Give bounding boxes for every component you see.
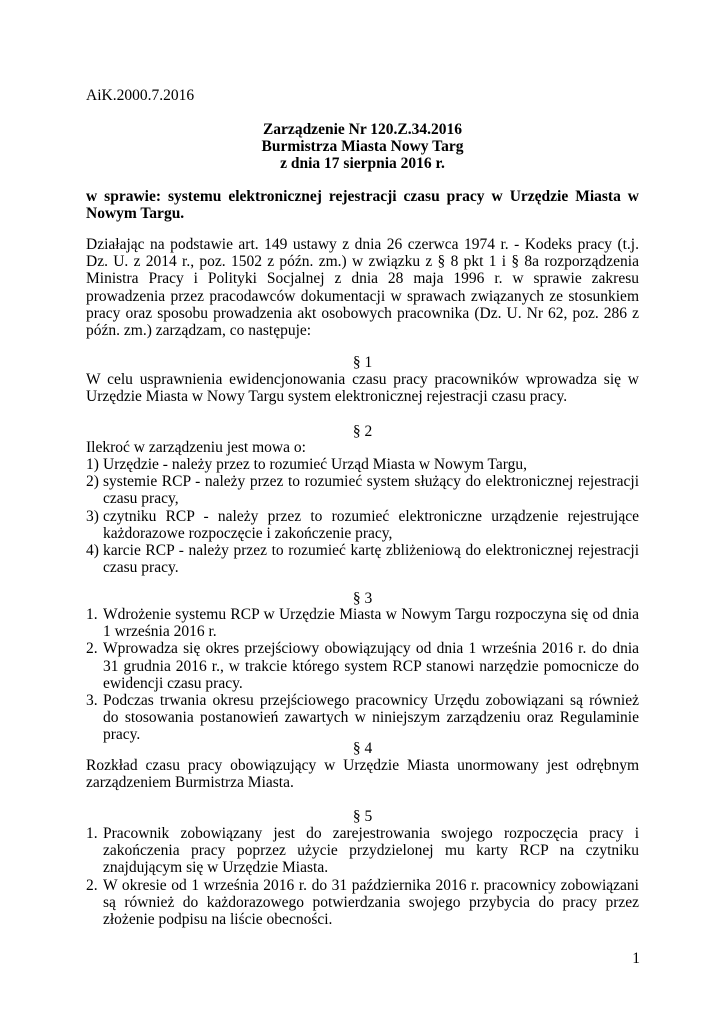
section-4-text: Rozkład czasu pracy obowiązujący w Urzędzie Miasta unormowany jest odrębnym zarządzeniem Burmistrza Miasta. <box>86 757 639 792</box>
list-item <box>86 692 639 744</box>
item-text: karcie RCP - należy przez to rozumieć kartę zbliżeniową do elektronicznej rejestracji czasu pracy. <box>103 542 639 577</box>
page-number: 1 <box>632 950 640 967</box>
item-text: systemie RCP - należy przez to rozumieć system służący do elektronicznej rejestracji czasu pracy, <box>103 473 639 508</box>
item-number: 4) <box>86 542 99 560</box>
list-item <box>86 508 639 542</box>
preamble: Działając na podstawie art. 149 ustawy z dnia 26 czerwca 1974 r. - Kodeks pracy (t.j. Dz. U. z 2014 r., poz. 1502 z późn. zm.) w związku z § 8 pkt 1 i § 8a rozporządzenia Ministra Pracy i Polityki Socjalnej z dnia 28 maja 1996 r. w sprawie zakresu prowadzenia przez pracodawców dokumentacji w sprawach związanych ze stosunkiem pracy oraz sposobu prowadzenia akt osobowych pracownika (Dz. U. Nr 62, poz. 286 z późn. zm.) zarządzam, co następuje: <box>86 236 639 340</box>
item-number: 1. <box>86 825 98 842</box>
item-text: Wdrożenie systemu RCP w Urzędzie Miasta w Nowym Targu rozpoczyna się od dnia 1 września 2016 r. <box>103 606 639 641</box>
subject: w sprawie: systemu elektronicznej rejestracji czasu pracy w Urzędzie Miasta w Nowym Targu. <box>86 188 639 223</box>
section-2-list <box>86 456 639 576</box>
section-1-text: W celu usprawnienia ewidencjonowania czasu pracy pracowników wprowadza się w Urzędzie Miasta w Nowy Targu system elektronicznej rejestracji czasu pracy. <box>86 371 639 406</box>
reference-number: AiK.2000.7.2016 <box>86 87 195 104</box>
section-3-heading: § 3 <box>352 590 373 607</box>
list-item <box>86 877 639 929</box>
item-number: 1) <box>86 456 99 473</box>
list-item <box>86 606 639 640</box>
item-text: Urzędzie - należy przez to rozumieć Urząd Miasta w Nowym Targu, <box>103 456 527 473</box>
item-number: 1. <box>86 606 98 623</box>
item-text: Podczas trwania okresu przejściowego pracownicy Urzędu zobowiązani są również do stosowania postanowień zawartych w niniejszym zarządzeniu oraz Regulaminie pracy. <box>103 692 639 744</box>
section-5-heading: § 5 <box>352 808 373 825</box>
title-line-2: Burmistrza Miasta Nowy Targ <box>261 138 464 155</box>
section-5-list <box>86 825 639 928</box>
title-line-1: Zarządzenie Nr 120.Z.34.2016 <box>262 121 463 138</box>
item-number: 2) <box>86 473 99 491</box>
item-text: czytniku RCP - należy przez to rozumieć elektroniczne urządzenie rejestrujące każdorazowe rozpoczęcie i zakończenie pracy, <box>103 507 639 542</box>
section-3-list <box>86 606 639 744</box>
item-text: Pracownik zobowiązany jest do zarejestrowania swojego rozpoczęcia pracy i zakończenia pracy poprzez użycie przydzielonej mu karty RCP na czytniku znajdującym się w Urzędzie Miasta. <box>103 825 639 877</box>
item-text: W okresie od 1 września 2016 r. do 31 października 2016 r. pracownicy zobowiązani są również do każdorazowego potwierdzania swojego przybycia do pracy przez złożenie podpisu na liście obecności. <box>103 876 639 929</box>
item-number: 2. <box>86 640 98 658</box>
list-item <box>86 456 639 473</box>
item-number: 3) <box>86 507 99 525</box>
item-number: 3. <box>86 692 98 710</box>
section-2-heading: § 2 <box>352 423 373 440</box>
title-line-3: z dnia 17 sierpnia 2016 r. <box>280 155 445 172</box>
list-item <box>86 825 639 877</box>
list-item <box>86 542 639 576</box>
section-1-heading: § 1 <box>352 354 373 371</box>
list-item <box>86 473 639 507</box>
section-4-heading: § 4 <box>352 740 373 757</box>
list-item <box>86 640 639 692</box>
section-2-intro: Ilekroć w zarządzeniu jest mowa o: <box>86 439 306 456</box>
item-number: 2. <box>86 876 98 894</box>
item-text: Wprowadza się okres przejściowy obowiązujący od dnia 1 września 2016 r. do dnia 31 grudnia 2016 r., w trakcie którego system RCP stanowi narzędzie pomocnicze do ewidencji czasu pracy. <box>103 640 639 692</box>
